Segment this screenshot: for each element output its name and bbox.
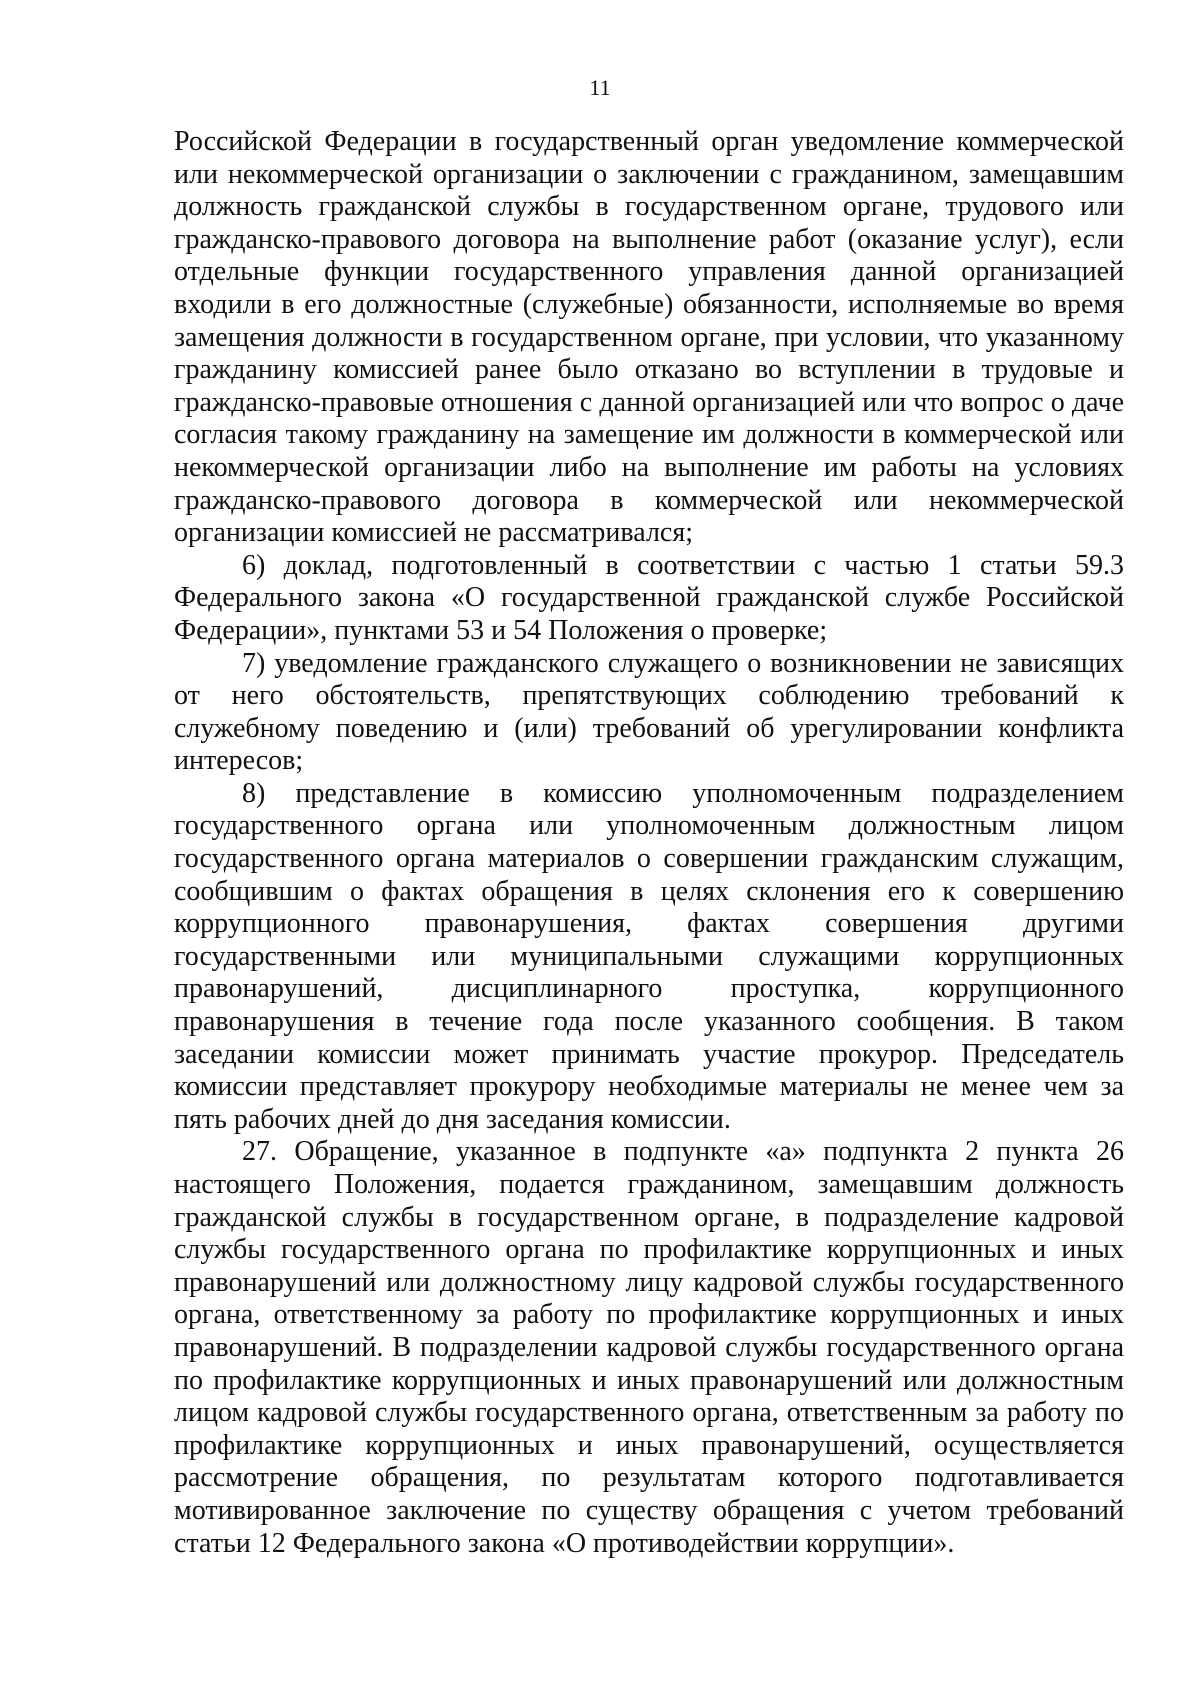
paragraph-item-6: 6) доклад, подготовленный в соответствии с частью 1 статьи 59.3 Федерального закона «О государственной гражданской службе Российской Федерации», пунктами 53 и 54 Положения о проверке; [174, 549, 1124, 646]
paragraph-clause-27: 27. Обращение, указанное в подпункте «а» подпункта 2 пункта 26 настоящего Положения, подается гражданином, замещавшим должность гражданской службы в государственном органе, в подразделение кадровой службы государственного органа по профилактике коррупционных и иных правонарушений или должностному лицу кадровой службы государственного органа, ответственному за работу по профилактике коррупционных и иных правонарушений. В подразделении кадровой службы государственного органа по профилактике коррупционных и иных правонарушений или должностным лицом кадровой службы государственного органа, ответственным за работу по профилактике коррупционных и иных правонарушений, осуществляется рассмотрение обращения, по результатам которого подготавливается мотивированное заключение по существу обращения с учетом требований статьи 12 Федерального закона «О противодействии коррупции». [174, 1136, 1124, 1559]
paragraph-item-7: 7) уведомление гражданского служащего о возникновении не зависящих от него обстоятельств, препятствующих соблюдению требований к служебному поведению и (или) требований об урегулировании конфликта интересов; [174, 647, 1124, 777]
paragraph-continuation: Российской Федерации в государственный орган уведомление коммерческой или некоммерческой организации о заключении с гражданином, замещавшим должность гражданской службы в государственном органе, трудового или гражданско-правового договора на выполнение работ (оказание услуг), если отдельные функции государственного управления данной организацией входили в его должностные (служебные) обязанности, исполняемые во время замещения должности в государственном органе, при условии, что указанному гражданину комиссией ранее было отказано во вступлении в трудовые и гражданско-правовые отношения с данной организацией или что вопрос о даче согласия такому гражданину на замещение им должности в коммерческой или некоммерческой организации либо на выполнение им работы на условиях гражданско-правового договора в коммерческой или некоммерческой организации комиссией не рассматривался; [174, 126, 1124, 549]
page-number: 11 [589, 75, 611, 100]
paragraph-item-8: 8) представление в комиссию уполномоченным подразделением государственного органа или уполномоченным должностным лицом государственного органа материалов о совершении гражданским служащим, сообщившим о фактах обращения в целях склонения его к совершению коррупционного правонарушения, фактах совершения другими государственными или муниципальными служащими коррупционных правонарушений, дисциплинарного проступка, коррупционного правонарушения в течение года после указанного сообщения. В таком заседании комиссии может принимать участие прокурор. Председатель комиссии представляет прокурору необходимые материалы не менее чем за пять рабочих дней до дня заседания комиссии. [174, 777, 1124, 1135]
document-body [174, 126, 1124, 1560]
